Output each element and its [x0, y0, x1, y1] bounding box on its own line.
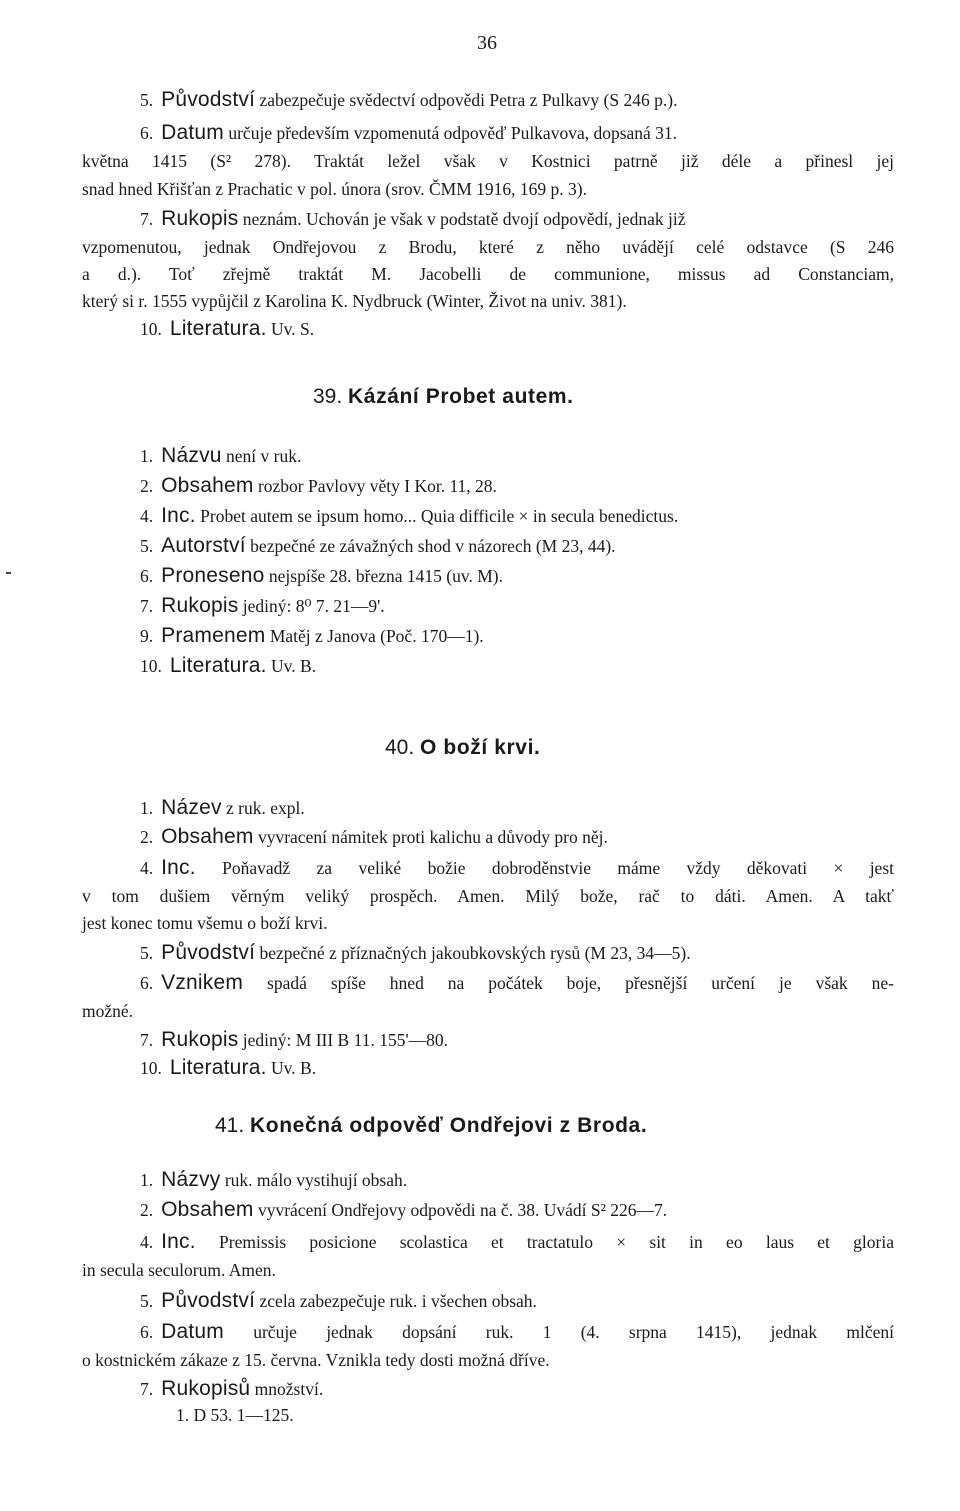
- margin-mark: [6, 572, 11, 574]
- list-item: 4. Inc. Poňavadž za veliké božie dobroděnstvie máme vždy děkovati × jest: [140, 856, 894, 879]
- list-item: 7. Rukopis jediný: 8⁰ 7. 21—9'.: [140, 594, 385, 617]
- list-item: 2. Obsahem rozbor Pavlovy věty I Kor. 11, 28.: [140, 474, 497, 497]
- list-item: 5. Autorství bezpečné ze závažných shod v názorech (M 23, 44).: [140, 534, 616, 557]
- list-item: 1. Názvu není v ruk.: [140, 444, 302, 467]
- list-item: 7. Rukopis jediný: M III B 11. 155'—80.: [140, 1028, 448, 1051]
- section-title-39: 39. Kázání Probet autem.: [313, 385, 574, 408]
- list-item: 10. Literatura. Uv. B.: [140, 1056, 317, 1079]
- paragraph-line: 7. Rukopis neznám. Uchován je však v podstatě dvojí odpovědí, jednak již: [140, 207, 686, 230]
- paragraph-line: května 1415 (S² 278). Traktát ležel však v Kostnici patrně již déle a přinesl jej: [82, 151, 894, 171]
- paragraph-line: a d.). Toť zřejmě traktát M. Jacobelli de communione, missus ad Constanciam,: [82, 264, 894, 284]
- paragraph-line: 5. Původství zabezpečuje svědectví odpovědi Petra z Pulkavy (S 246 p.).: [140, 88, 678, 111]
- list-item: 9. Pramenem Matěj z Janova (Poč. 170—1).: [140, 624, 484, 647]
- list-item: 4. Inc. Probet autem se ipsum homo... Quia difficile × in secula benedictus.: [140, 504, 679, 527]
- paragraph-line: jest konec tomu všemu o boží krvi.: [82, 913, 328, 933]
- list-item: 4. Inc. Premissis posicione scolastica et tractatulo × sit in eo laus et gloria: [140, 1230, 894, 1253]
- list-item: 1. Název z ruk. expl.: [140, 796, 305, 819]
- list-item: 6. Proneseno nejspíše 28. března 1415 (uv. M).: [140, 564, 503, 587]
- list-item: 6. Vznikem spadá spíše hned na počátek boje, přesnější určení je však ne-: [140, 971, 894, 994]
- page-number: 36: [477, 32, 497, 54]
- section-title-41: 41. Konečná odpověď Ondřejovi z Broda.: [215, 1114, 648, 1137]
- paragraph-line: který si r. 1555 vypůjčil z Karolina K. Nydbruck (Winter, Život na univ. 381).: [82, 291, 627, 311]
- paragraph-line: 1. D 53. 1—125.: [176, 1405, 294, 1425]
- list-item: 5. Původství bezpečné z příznačných jakoubkovských rysů (M 23, 34—5).: [140, 941, 691, 964]
- paragraph-line: 10. Literatura. Uv. S.: [140, 317, 315, 340]
- paragraph-line: o kostnickém zákaze z 15. června. Vznikla tedy dosti možná dříve.: [82, 1350, 550, 1370]
- list-item: 2. Obsahem vyvracení námitek proti kalichu a důvody pro něj.: [140, 825, 608, 848]
- paragraph-line: snad hned Křišťan z Prachatic v pol. února (srov. ČMM 1916, 169 p. 3).: [82, 179, 588, 199]
- list-item: 1. Názvy ruk. málo vystihují obsah.: [140, 1168, 408, 1191]
- paragraph-line: vzpomenutou, jednak Ondřejovou z Brodu, které z něho uvádějí celé odstavce (S 246: [82, 237, 894, 257]
- paragraph-line: možné.: [82, 1001, 134, 1021]
- paragraph-line: 6. Datum určuje především vzpomenutá odpověď Pulkavova, dopsaná 31.: [140, 121, 678, 144]
- paragraph-line: in secula seculorum. Amen.: [82, 1260, 276, 1280]
- list-item: 10. Literatura. Uv. B.: [140, 654, 317, 677]
- paragraph-line: v tom dušiem věrným veliký prospěch. Amen. Milý bože, rač to dáti. Amen. A takť: [82, 886, 894, 906]
- list-item: 5. Původství zcela zabezpečuje ruk. i všechen obsah.: [140, 1289, 537, 1312]
- list-item: 2. Obsahem vyvrácení Ondřejovy odpovědi na č. 38. Uvádí S² 226—7.: [140, 1198, 668, 1221]
- list-item: 7. Rukopisů množství.: [140, 1377, 324, 1400]
- list-item: 6. Datum určuje jednak dopsání ruk. 1 (4. srpna 1415), jednak mlčení: [140, 1320, 894, 1343]
- section-title-40: 40. O boží krvi.: [385, 736, 541, 759]
